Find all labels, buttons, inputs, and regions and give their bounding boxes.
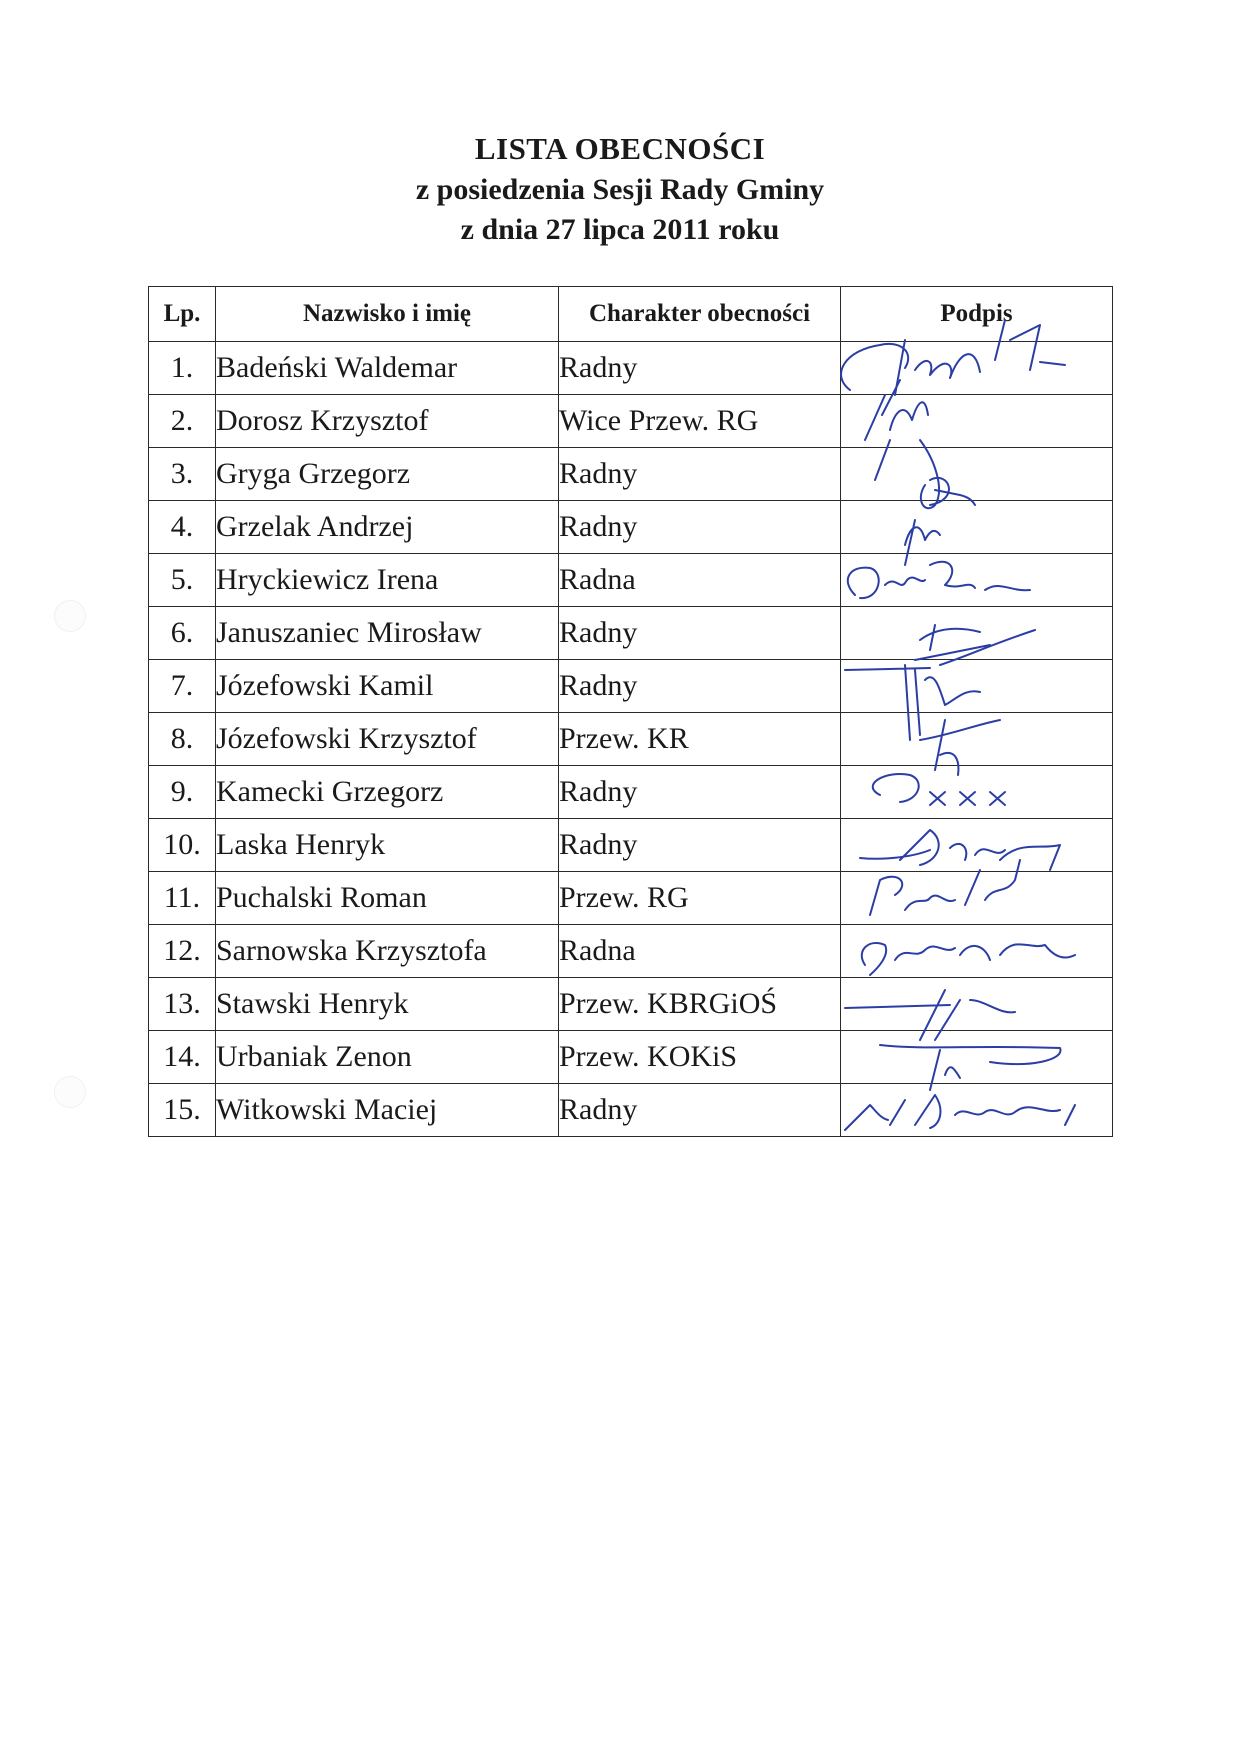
table-row <box>149 342 1113 395</box>
table-row <box>149 819 1113 872</box>
table-row <box>149 925 1113 978</box>
table-header-row <box>149 287 1113 342</box>
row-lp: 14. <box>149 1031 216 1084</box>
document-title: LISTA OBECNOŚCI <box>474 131 766 166</box>
table-row <box>149 395 1113 448</box>
row-name: Józefowski Krzysztof <box>216 713 559 766</box>
row-name: Józefowski Kamil <box>216 660 559 713</box>
row-signature-cell <box>841 925 1113 978</box>
row-name: Kamecki Grzegorz <box>216 766 559 819</box>
attendance-table <box>148 286 1113 1137</box>
row-signature-cell <box>841 660 1113 713</box>
row-name: Badeński Waldemar <box>216 342 559 395</box>
row-role: Wice Przew. RG <box>559 395 841 448</box>
row-role: Radny <box>559 607 841 660</box>
row-signature-cell <box>841 554 1113 607</box>
table-row <box>149 607 1113 660</box>
row-lp: 15. <box>149 1084 216 1137</box>
document-subtitle: z posiedzenia Sesji Rady Gminy <box>415 173 825 206</box>
row-role: Radny <box>559 501 841 554</box>
row-lp: 3. <box>149 448 216 501</box>
row-role: Przew. KOKiS <box>559 1031 841 1084</box>
row-role: Radny <box>559 766 841 819</box>
table-row <box>149 713 1113 766</box>
row-signature-cell <box>841 395 1113 448</box>
table-row <box>149 448 1113 501</box>
row-role: Przew. RG <box>559 872 841 925</box>
row-lp: 13. <box>149 978 216 1031</box>
column-header-role: Charakter obecności <box>559 287 841 342</box>
row-role: Radna <box>559 554 841 607</box>
row-lp: 11. <box>149 872 216 925</box>
row-signature-cell <box>841 713 1113 766</box>
row-role: Radny <box>559 819 841 872</box>
row-role: Radna <box>559 925 841 978</box>
row-lp: 8. <box>149 713 216 766</box>
column-header-name: Nazwisko i imię <box>216 287 559 342</box>
row-lp: 2. <box>149 395 216 448</box>
row-signature-cell <box>841 607 1113 660</box>
row-role: Przew. KBRGiOŚ <box>559 978 841 1031</box>
row-role: Radny <box>559 660 841 713</box>
row-name: Laska Henryk <box>216 819 559 872</box>
table-row <box>149 501 1113 554</box>
punch-hole-top <box>54 600 86 632</box>
row-signature-cell <box>841 342 1113 395</box>
row-signature-cell <box>841 872 1113 925</box>
table-row <box>149 766 1113 819</box>
row-name: Witkowski Maciej <box>216 1084 559 1137</box>
row-lp: 9. <box>149 766 216 819</box>
row-signature-cell <box>841 1084 1113 1137</box>
row-lp: 7. <box>149 660 216 713</box>
row-name: Grzelak Andrzej <box>216 501 559 554</box>
row-role: Przew. KR <box>559 713 841 766</box>
row-name: Urbaniak Zenon <box>216 1031 559 1084</box>
row-signature-cell <box>841 978 1113 1031</box>
row-lp: 4. <box>149 501 216 554</box>
row-lp: 6. <box>149 607 216 660</box>
punch-hole-bottom <box>54 1076 86 1108</box>
table-row <box>149 554 1113 607</box>
row-name: Sarnowska Krzysztofa <box>216 925 559 978</box>
row-name: Dorosz Krzysztof <box>216 395 559 448</box>
column-header-signature: Podpis <box>841 287 1113 342</box>
row-role: Radny <box>559 1084 841 1137</box>
document-header <box>0 128 1240 250</box>
column-header-lp: Lp. <box>149 287 216 342</box>
table-row <box>149 1031 1113 1084</box>
table-row <box>149 978 1113 1031</box>
row-name: Stawski Henryk <box>216 978 559 1031</box>
table-row <box>149 660 1113 713</box>
row-role: Radny <box>559 448 841 501</box>
row-signature-cell <box>841 819 1113 872</box>
row-signature-cell <box>841 448 1113 501</box>
row-lp: 10. <box>149 819 216 872</box>
row-lp: 1. <box>149 342 216 395</box>
table-row <box>149 1084 1113 1137</box>
row-name: Puchalski Roman <box>216 872 559 925</box>
row-role: Radny <box>559 342 841 395</box>
row-lp: 5. <box>149 554 216 607</box>
row-name: Januszaniec Mirosław <box>216 607 559 660</box>
row-name: Gryga Grzegorz <box>216 448 559 501</box>
row-signature-cell <box>841 501 1113 554</box>
table-row <box>149 872 1113 925</box>
document-date: z dnia 27 lipca 2011 roku <box>460 213 780 246</box>
row-lp: 12. <box>149 925 216 978</box>
row-name: Hryckiewicz Irena <box>216 554 559 607</box>
row-signature-cell <box>841 766 1113 819</box>
row-signature-cell <box>841 1031 1113 1084</box>
